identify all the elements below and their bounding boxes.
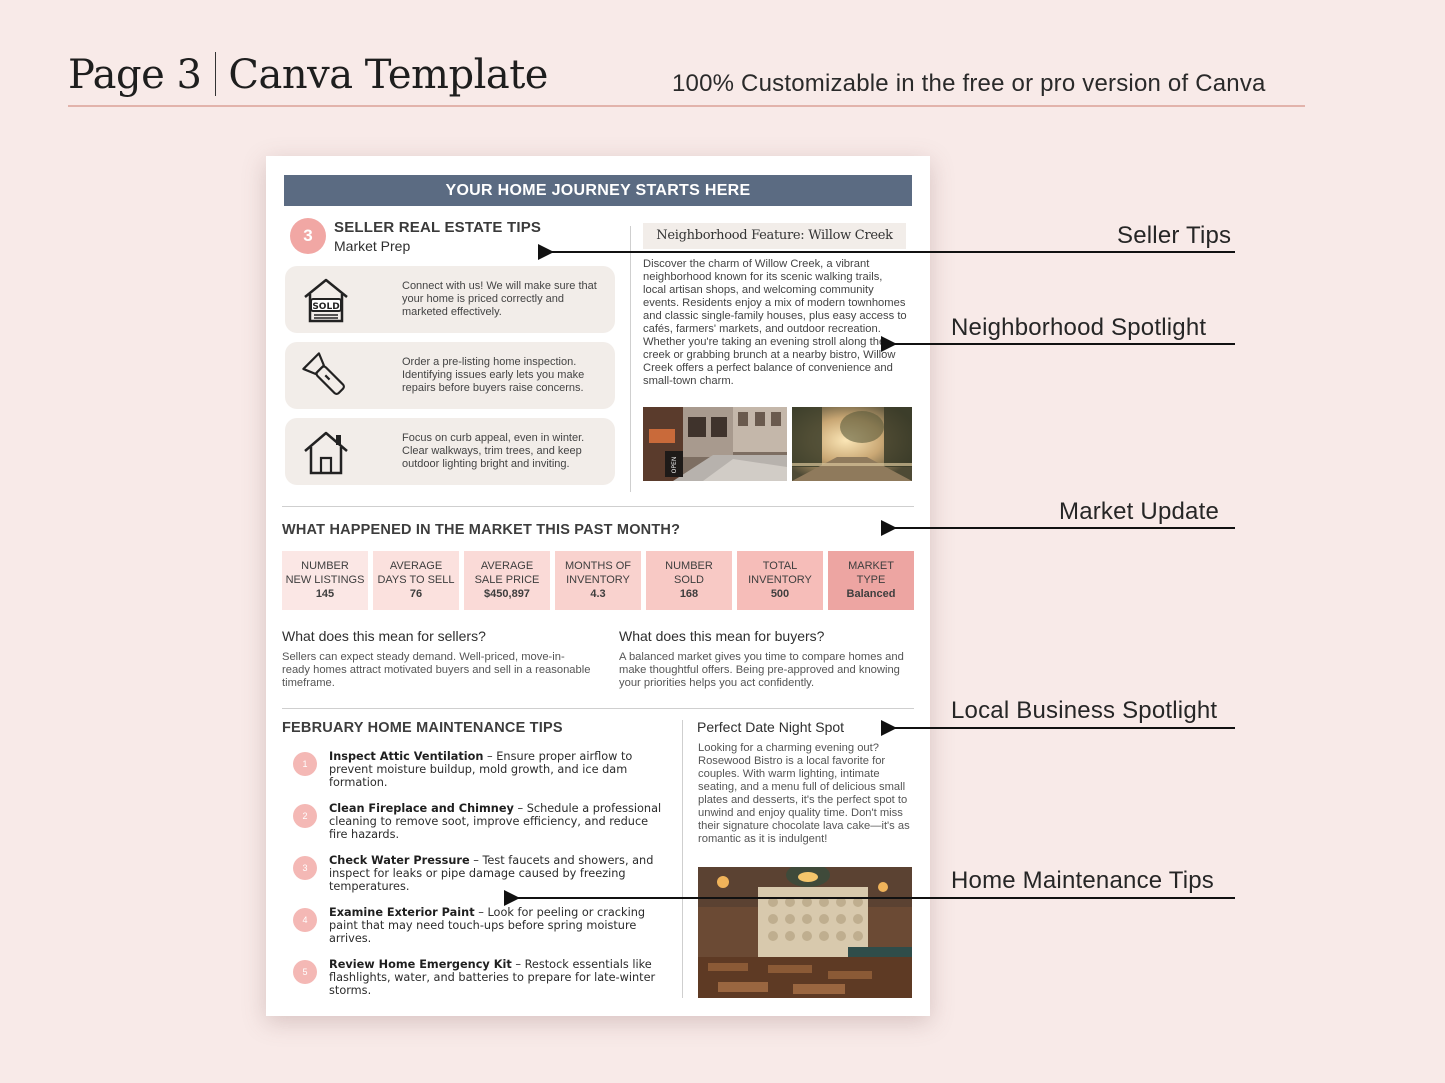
- stat-label-line1: NUMBER: [301, 560, 349, 572]
- market-heading: WHAT HAPPENED IN THE MARKET THIS PAST MONTH?: [282, 522, 681, 538]
- maintenance-number-badge: 2: [293, 804, 317, 828]
- column-divider: [682, 720, 683, 998]
- market-stat-box: [555, 551, 641, 610]
- market-stat-box: [464, 551, 550, 610]
- stat-label-line1: AVERAGE: [389, 560, 443, 572]
- market-stat-box: [737, 551, 823, 610]
- maintenance-item: [329, 854, 669, 893]
- stat-label-line2: NEW LISTINGS: [285, 574, 365, 586]
- maintenance-item-title: Examine Exterior Paint: [329, 906, 475, 919]
- neighborhood-body: Discover the charm of Willow Creek, a vibrant neighborhood known for its scenic walking trails, local artisan shops, and welcoming community events. Residents enjoy a mix of modern townhomes and classic single-family houses, plus easy access to cafés, farmers' markets, and outdoor recreation. Whether you're taking an evening stroll along the creek or grabbing brunch at a nearby bistro, Willow Creek offers a perfect balance of convenience and small-town charm.: [643, 258, 907, 387]
- house-icon: [301, 427, 351, 477]
- maintenance-item-text: – Ensure proper airflow to prevent moisture buildup, mold growth, and ice dam formation.: [329, 750, 633, 789]
- maintenance-number-badge: 3: [293, 856, 317, 880]
- column-divider: [630, 226, 631, 492]
- seller-tip-text: Focus on curb appeal, even in winter. Clear walkways, trim trees, and keep outdoor lighting bright and inviting.: [402, 432, 585, 470]
- callout-seller-tips: Seller Tips: [1117, 222, 1232, 249]
- flashlight-icon: [301, 351, 351, 401]
- maintenance-item-text: – Look for peeling or cracking paint that may need touch-ups before spring moisture arrives.: [329, 906, 646, 945]
- business-body: Looking for a charming evening out? Rosewood Bistro is a local favorite for couples. With warm lighting, intimate seating, and a menu full of delicious small plates and desserts, it's the perfect spot to unwind and enjoy quality time. Don't miss their signature chocolate lava cake—it's as romantic as it is indulgent!: [698, 742, 910, 845]
- maintenance-number-badge: 4: [293, 908, 317, 932]
- page-number-title: Page 3: [68, 52, 202, 98]
- newsletter-banner: YOUR HOME JOURNEY STARTS HERE: [284, 175, 912, 206]
- callout-market-update: Market Update: [1059, 498, 1220, 525]
- maintenance-heading: FEBRUARY HOME MAINTENANCE TIPS: [282, 720, 563, 736]
- buyers-answer: A balanced market gives you time to compare homes and make thoughtful offers. Being pre-approved and knowing your priorities helps you act confidently.: [619, 651, 904, 689]
- stat-label-line1: NUMBER: [665, 560, 713, 572]
- neighborhood-street-photo: [643, 407, 787, 481]
- maintenance-item: [329, 906, 669, 945]
- market-stat-box: [646, 551, 732, 610]
- stat-value: 76: [409, 588, 423, 600]
- restaurant-photo: [698, 867, 912, 998]
- stat-label-line1: TOTAL: [762, 560, 798, 572]
- maintenance-item-text: – Schedule a professional cleaning to remove soot, improve efficiency, and reduce fire hazards.: [329, 802, 662, 841]
- market-stat-box: [373, 551, 459, 610]
- buyers-question: What does this mean for buyers?: [619, 628, 825, 644]
- seller-tips-heading: SELLER REAL ESTATE TIPS: [334, 219, 542, 236]
- maintenance-item-title: Clean Fireplace and Chimney: [329, 802, 514, 815]
- business-title: Perfect Date Night Spot: [697, 719, 845, 735]
- stat-label-line1: MARKET: [848, 560, 894, 572]
- header-rule: [68, 105, 1305, 107]
- open-sign-text: OPEN: [671, 456, 678, 474]
- stat-value: 145: [315, 588, 335, 600]
- callout-neighborhood-spotlight: Neighborhood Spotlight: [951, 314, 1207, 341]
- seller-tip-card: [285, 342, 615, 409]
- maintenance-item-title: Inspect Attic Ventilation: [329, 750, 484, 763]
- page-subtitle: 100% Customizable in the free or pro version of Canva: [672, 70, 1266, 97]
- maintenance-item-text: – Restock essentials like flashlights, water, and batteries to prepare for late-winter storms.: [329, 958, 656, 997]
- stat-value: 4.3: [590, 588, 606, 600]
- maintenance-number-badge: 5: [293, 960, 317, 984]
- market-stat-box: [828, 551, 914, 610]
- template-title: Canva Template: [228, 52, 548, 98]
- maintenance-item: [329, 802, 669, 841]
- stat-label-line1: MONTHS OF: [565, 560, 631, 572]
- maintenance-item-title: Review Home Emergency Kit: [329, 958, 512, 971]
- page-title: [68, 52, 548, 100]
- stat-label-line2: INVENTORY: [748, 574, 812, 586]
- stat-value: 168: [679, 588, 699, 600]
- stat-value: $450,897: [484, 588, 530, 600]
- seller-tip-card: [285, 266, 615, 333]
- neighborhood-title: Neighborhood Feature: Willow Creek: [643, 223, 906, 249]
- maintenance-item-text: – Test faucets and showers, and inspect for leaks or pipe damage caused by freezing temperatures.: [329, 854, 654, 893]
- stat-value: 500: [770, 588, 790, 600]
- stat-label-line2: INVENTORY: [566, 574, 630, 586]
- callout-local-business-spotlight: Local Business Spotlight: [951, 697, 1218, 724]
- stat-label-line2: SOLD: [674, 574, 704, 586]
- sellers-question: What does this mean for sellers?: [282, 628, 486, 644]
- stat-label-line2: TYPE: [856, 574, 886, 586]
- sellers-answer: Sellers can expect steady demand. Well-priced, move-in-ready homes attract motivated buyers and sell in a reasonable timeframe.: [282, 651, 591, 689]
- maintenance-item-title: Check Water Pressure: [329, 854, 470, 867]
- sold-house-icon: [301, 275, 351, 325]
- sold-sign-text: SOLD: [312, 302, 340, 312]
- neighborhood-park-photo: [792, 407, 912, 481]
- stat-label-line1: AVERAGE: [480, 560, 534, 572]
- stat-label-line2: SALE PRICE: [474, 574, 540, 586]
- maintenance-item: [329, 958, 669, 997]
- seller-tip-text: Order a pre-listing home inspection. Identifying issues early lets you make repairs before buyers raise concerns.: [402, 356, 585, 394]
- title-divider: [215, 52, 216, 96]
- newsletter-sheet: [266, 156, 930, 1016]
- section-divider: [282, 708, 914, 709]
- stat-label-line2: DAYS TO SELL: [377, 574, 455, 586]
- market-stat-box: [282, 551, 368, 610]
- stat-value: Balanced: [846, 588, 896, 600]
- seller-tip-text: Connect with us! We will make sure that your home is priced correctly and marketed effectively.: [402, 280, 597, 318]
- callout-home-maintenance-tips: Home Maintenance Tips: [951, 867, 1214, 894]
- seller-tip-card: [285, 418, 615, 485]
- step-number-badge: 3: [290, 218, 326, 254]
- seller-tips-subheading: Market Prep: [334, 238, 411, 254]
- maintenance-item: [329, 750, 669, 789]
- maintenance-number-badge: 1: [293, 752, 317, 776]
- section-divider: [282, 506, 914, 507]
